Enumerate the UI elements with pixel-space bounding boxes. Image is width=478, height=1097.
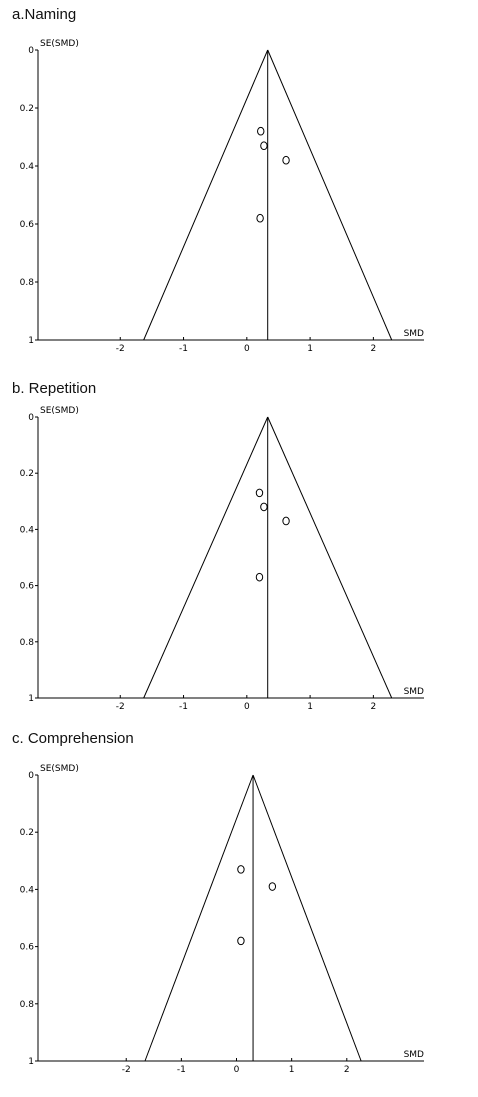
- x-tick-label: 0: [233, 1065, 240, 1075]
- x-tick-label: -1: [176, 1065, 186, 1075]
- x-tick-label: 0: [243, 702, 250, 712]
- study-point: [269, 883, 275, 891]
- funnel-left-line: [144, 50, 268, 340]
- x-tick-label: -2: [121, 1065, 131, 1075]
- x-tick-label: -1: [179, 702, 189, 712]
- x-axis-label: SMD: [403, 1050, 424, 1060]
- x-tick-label: 1: [288, 1065, 295, 1075]
- y-tick-label: 0.2: [19, 469, 34, 480]
- y-tick-label: 0.8: [19, 637, 34, 648]
- y-tick-label: 0.4: [19, 885, 34, 896]
- funnel-plot-panel-comprehension: [0, 722, 478, 1094]
- study-point: [283, 156, 289, 164]
- x-tick-label: -2: [115, 702, 125, 712]
- panel-title: a.Naming: [12, 6, 77, 23]
- study-point: [257, 214, 263, 222]
- x-tick-label: 2: [370, 344, 377, 354]
- funnel-right-line: [268, 50, 392, 340]
- y-tick-label: 1: [28, 694, 34, 704]
- y-tick-label: 1: [28, 336, 34, 346]
- y-tick-label: 0.4: [19, 162, 34, 172]
- panel-title: b. Repetition: [12, 380, 97, 397]
- y-tick-label: 0.2: [19, 828, 34, 839]
- funnel-plot-comprehension: [0, 722, 478, 1094]
- x-tick-label: 2: [370, 702, 377, 712]
- y-tick-label: 0.2: [19, 104, 34, 114]
- panel-title: c. Comprehension: [12, 730, 134, 747]
- funnel-right-line: [253, 775, 361, 1061]
- y-tick-label: 0.8: [19, 278, 34, 288]
- study-point: [261, 503, 267, 511]
- y-tick-label: 0: [28, 46, 34, 56]
- study-point: [283, 517, 289, 525]
- x-tick-label: -2: [115, 344, 125, 354]
- study-point: [256, 489, 262, 497]
- y-tick-label: 0: [28, 413, 34, 423]
- y-tick-label: 1: [28, 1057, 34, 1067]
- y-tick-label: 0.6: [19, 942, 34, 953]
- y-tick-label: 0.6: [19, 581, 34, 592]
- y-axis-label: SE(SMD): [40, 406, 79, 416]
- x-tick-label: 1: [307, 702, 313, 712]
- study-point: [258, 127, 264, 135]
- x-tick-label: -1: [179, 344, 189, 354]
- x-axis-label: SMD: [403, 687, 424, 697]
- y-axis-label: SE(SMD): [40, 39, 79, 49]
- x-tick-label: 1: [307, 344, 313, 354]
- funnel-left-line: [145, 775, 253, 1061]
- study-point: [256, 573, 262, 581]
- y-tick-label: 0.6: [19, 220, 34, 230]
- funnel-plot-repetition: [0, 362, 478, 722]
- x-tick-label: 2: [343, 1065, 350, 1075]
- x-axis-label: SMD: [403, 329, 424, 339]
- study-point: [238, 937, 244, 945]
- funnel-right-line: [268, 417, 392, 698]
- study-point: [238, 866, 244, 874]
- y-tick-label: 0: [28, 771, 34, 781]
- funnel-left-line: [144, 417, 268, 698]
- funnel-plot-naming: [0, 0, 478, 360]
- study-point: [261, 142, 267, 150]
- y-tick-label: 0.4: [19, 525, 34, 536]
- x-tick-label: 0: [243, 344, 250, 354]
- y-axis-label: SE(SMD): [40, 764, 79, 774]
- funnel-plot-panel-repetition: [0, 362, 478, 722]
- y-tick-label: 0.8: [19, 999, 34, 1010]
- funnel-plot-panel-naming: [0, 0, 478, 360]
